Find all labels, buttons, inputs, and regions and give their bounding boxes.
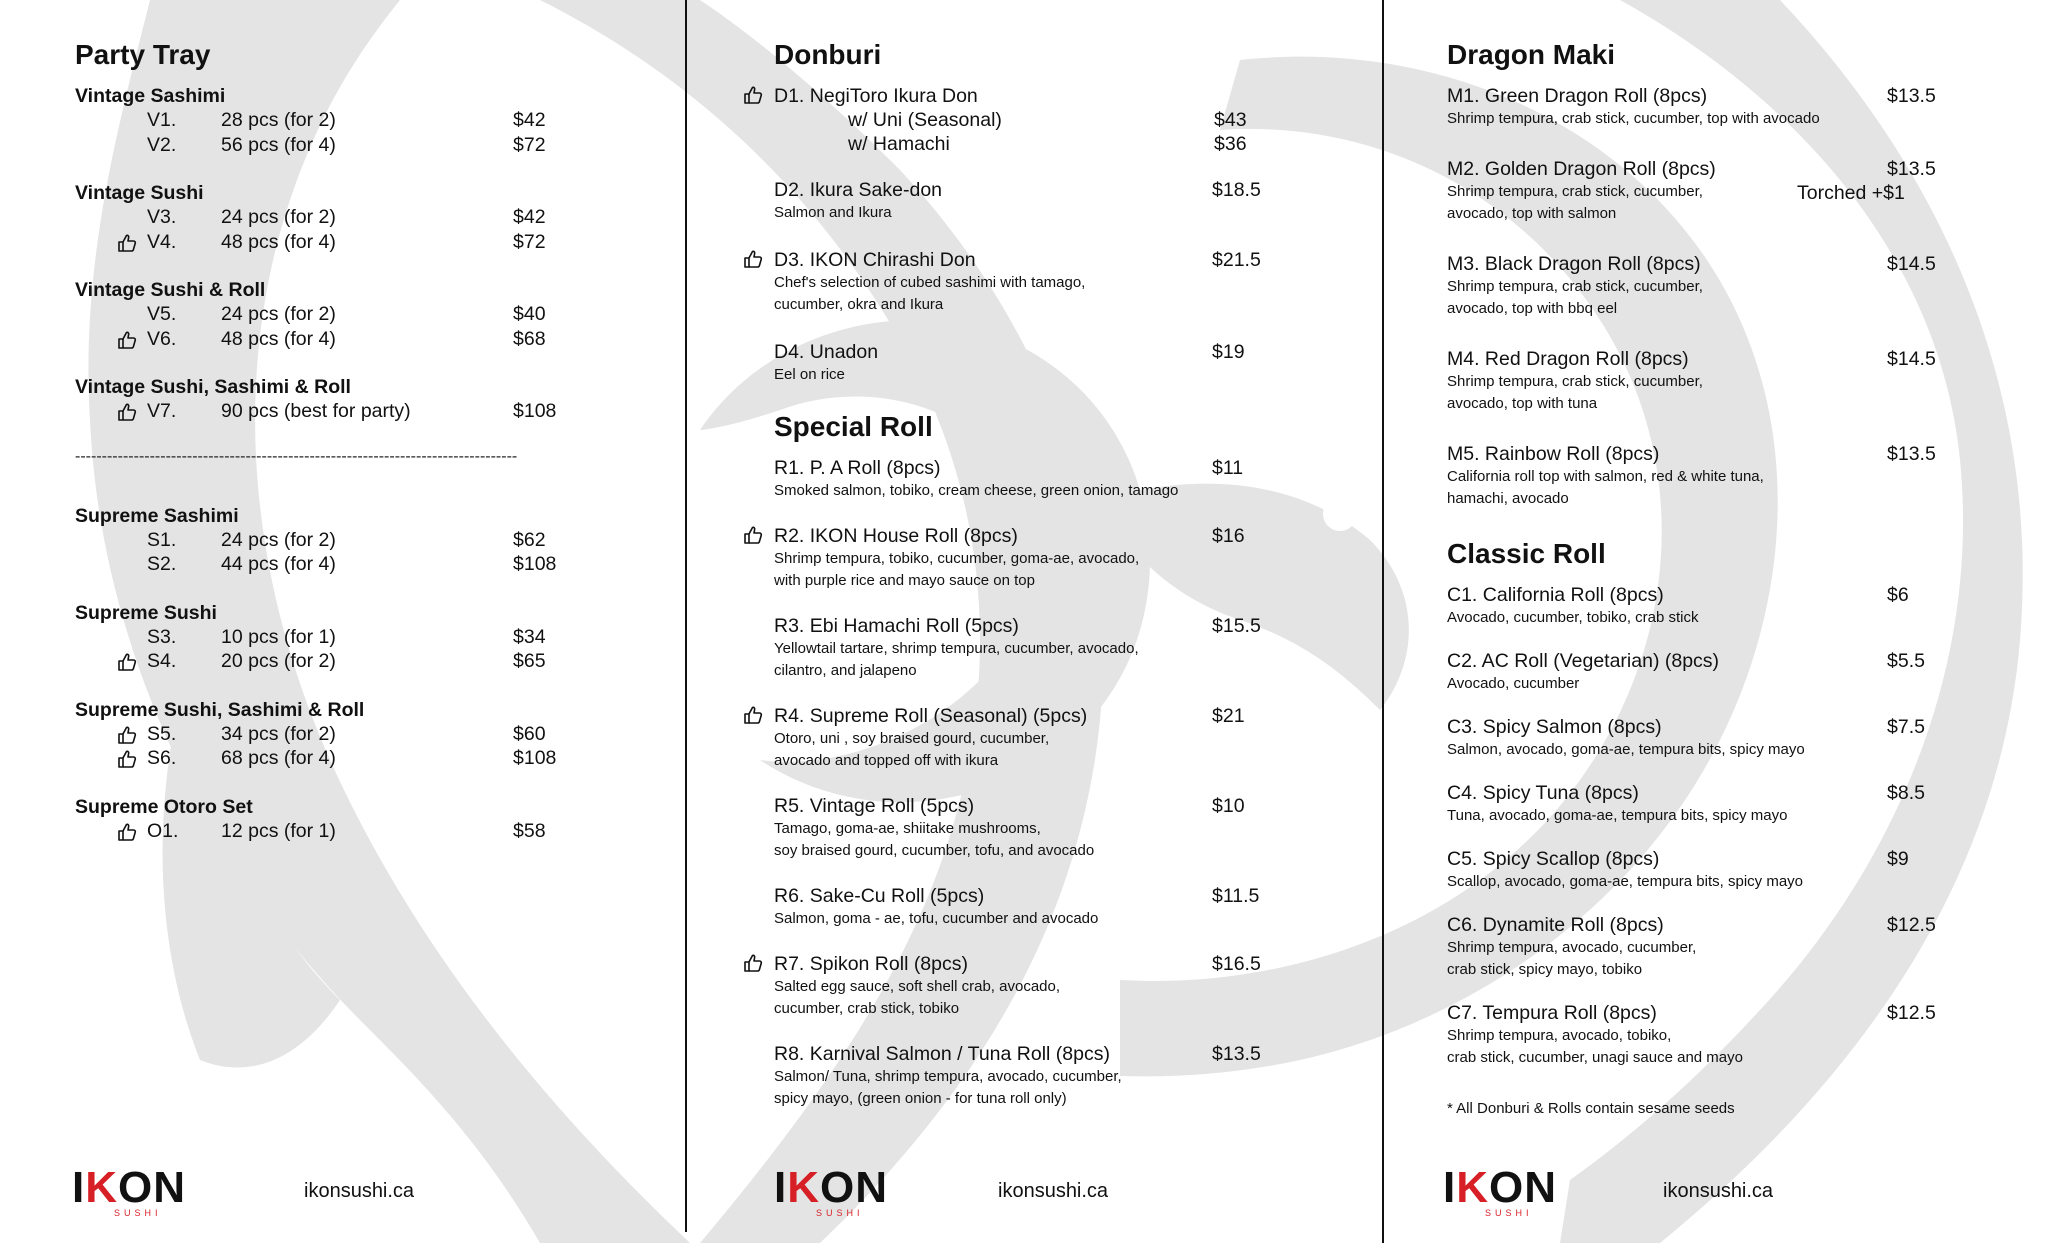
logo-subtext: SUSHI bbox=[114, 1208, 162, 1218]
item-name: D4. Unadon bbox=[774, 341, 879, 363]
item-name: C2. AC Roll (Vegetarian) (8pcs) bbox=[1447, 650, 1720, 672]
tray-desc: 20 pcs (for 2) bbox=[221, 650, 336, 672]
item-price: $6 bbox=[1887, 584, 1909, 606]
d1-option bbox=[774, 132, 1334, 156]
tray-desc: 90 pcs (best for party) bbox=[221, 400, 411, 422]
item-description: Chef's selection of cubed sashimi with tamago, bbox=[774, 274, 1086, 291]
menu-item bbox=[774, 952, 1334, 1020]
tray-group bbox=[75, 698, 635, 771]
item-price: $16 bbox=[1212, 525, 1245, 547]
tray-code: V6. bbox=[147, 327, 177, 350]
menu-item bbox=[774, 178, 1334, 224]
tray-price: $108 bbox=[513, 553, 557, 575]
item-description: California roll top with salmon, red & white tuna, bbox=[1447, 468, 1764, 485]
tray-row bbox=[75, 746, 635, 771]
tray-code: S6. bbox=[147, 747, 177, 769]
item-price: $14.5 bbox=[1887, 348, 1936, 370]
tray-code: S2. bbox=[147, 553, 177, 575]
menu-item bbox=[1447, 781, 2007, 827]
tray-price: $58 bbox=[513, 819, 546, 842]
item-description: Avocado, cucumber bbox=[1447, 675, 1580, 692]
logo-letter: N bbox=[153, 1163, 187, 1212]
item-description: Scallop, avocado, goma-ae, tempura bits, spicy mayo bbox=[1447, 873, 1804, 890]
menu-item bbox=[1447, 913, 2007, 981]
party-tray-column bbox=[75, 38, 635, 867]
item-description: Salmon/ Tuna, shrimp tempura, avocado, cucumber, bbox=[774, 1068, 1122, 1085]
logo-subtext: SUSHI bbox=[816, 1208, 864, 1218]
menu-item bbox=[1447, 715, 2007, 761]
item-name: D2. Ikura Sake-don bbox=[774, 179, 943, 201]
thumbs-up-icon bbox=[117, 330, 137, 350]
item-description: Avocado, cucumber, tobiko, crab stick bbox=[1447, 609, 1699, 626]
tray-code: V7. bbox=[147, 400, 177, 422]
item-price: $16.5 bbox=[1212, 953, 1261, 975]
tray-code: V3. bbox=[147, 206, 177, 228]
item-description: Salted egg sauce, soft shell crab, avocado, bbox=[774, 978, 1061, 995]
item-description: cucumber, okra and Ikura bbox=[774, 296, 944, 313]
item-description: cucumber, crab stick, tobiko bbox=[774, 1000, 960, 1017]
tray-code: S3. bbox=[147, 625, 177, 648]
tray-row bbox=[75, 205, 635, 230]
tray-row bbox=[75, 528, 635, 553]
tray-price: $72 bbox=[513, 133, 546, 156]
tray-code: S5. bbox=[147, 722, 177, 745]
column-divider-right bbox=[1382, 0, 1384, 1243]
menu-item bbox=[774, 248, 1334, 316]
tray-price: $42 bbox=[513, 109, 546, 131]
tray-desc: 24 pcs (for 2) bbox=[221, 206, 336, 228]
item-price: $12.5 bbox=[1887, 1002, 1936, 1024]
menu-item bbox=[774, 884, 1334, 930]
special-roll-items bbox=[774, 456, 1334, 1110]
item-description: Yellowtail tartare, shrimp tempura, cucumber, avocado, bbox=[774, 640, 1139, 657]
tray-code: V1. bbox=[147, 109, 177, 131]
tray-row bbox=[75, 302, 635, 327]
menu-item bbox=[1447, 347, 2007, 415]
item-price: $13.5 bbox=[1887, 443, 1936, 465]
d1-options bbox=[774, 108, 1334, 156]
menu-item bbox=[1447, 84, 2007, 130]
ikon-logo bbox=[72, 1163, 187, 1218]
logo-wordmark bbox=[774, 1164, 888, 1212]
dragon-maki-items bbox=[1447, 84, 2007, 510]
item-price: $13.5 bbox=[1887, 158, 1936, 180]
tray-row bbox=[75, 399, 635, 424]
thumbs-up-icon bbox=[117, 652, 137, 672]
ikon-logo bbox=[774, 1163, 889, 1218]
item-price: $19 bbox=[1212, 341, 1245, 363]
menu-item bbox=[1447, 252, 2007, 320]
menu-item bbox=[774, 1042, 1334, 1110]
item-price: $10 bbox=[1212, 795, 1245, 817]
tray-group bbox=[75, 181, 635, 254]
tray-group-title: Vintage Sushi, Sashimi & Roll bbox=[75, 376, 351, 398]
item-name: C7. Tempura Roll (8pcs) bbox=[1447, 1002, 1657, 1024]
tray-row bbox=[75, 108, 635, 133]
item-description: Tuna, avocado, goma-ae, tempura bits, spicy mayo bbox=[1447, 807, 1788, 824]
thumbs-up-icon bbox=[743, 705, 763, 725]
tray-price: $108 bbox=[513, 400, 557, 422]
item-price: $12.5 bbox=[1887, 914, 1936, 936]
item-description: soy braised gourd, cucumber, tofu, and avocado bbox=[774, 842, 1095, 859]
tray-price: $65 bbox=[513, 650, 546, 672]
option-name: w/ Hamachi bbox=[848, 133, 950, 155]
item-price: $5.5 bbox=[1887, 650, 1925, 672]
item-description: crab stick, spicy mayo, tobiko bbox=[1447, 961, 1643, 978]
item-name: C6. Dynamite Roll (8pcs) bbox=[1447, 914, 1664, 936]
tray-desc: 48 pcs (for 4) bbox=[221, 230, 336, 253]
website-link[interactable]: ikonsushi.ca bbox=[304, 1180, 415, 1202]
tray-group-title: Supreme Sashimi bbox=[75, 504, 239, 527]
tray-code: V2. bbox=[147, 133, 177, 156]
item-description: Salmon and Ikura bbox=[774, 204, 892, 221]
item-description: crab stick, cucumber, unagi sauce and mayo bbox=[1447, 1049, 1743, 1066]
menu-item bbox=[1447, 442, 2007, 510]
item-description: hamachi, avocado bbox=[1447, 490, 1569, 507]
item-description: Shrimp tempura, crab stick, cucumber, bbox=[1447, 278, 1703, 295]
logo-letter: K bbox=[787, 1163, 821, 1212]
item-name: M5. Rainbow Roll (8pcs) bbox=[1447, 443, 1660, 465]
tray-group bbox=[75, 278, 635, 351]
tray-desc: 24 pcs (for 2) bbox=[221, 303, 336, 325]
item-description: Salmon, goma - ae, tofu, cucumber and avocado bbox=[774, 910, 1099, 927]
tray-group bbox=[75, 504, 635, 577]
logo-letter: I bbox=[774, 1163, 788, 1212]
item-name: M2. Golden Dragon Roll (8pcs) bbox=[1447, 158, 1716, 180]
logo-letter: N bbox=[1524, 1163, 1558, 1212]
item-description: Shrimp tempura, crab stick, cucumber, bbox=[1447, 183, 1703, 200]
item-name: R4. Supreme Roll (Seasonal) (5pcs) bbox=[774, 705, 1088, 727]
d1-option bbox=[774, 108, 1334, 132]
item-name: C5. Spicy Scallop (8pcs) bbox=[1447, 848, 1660, 870]
thumbs-up-icon bbox=[743, 85, 763, 105]
item-description: Shrimp tempura, avocado, tobiko, bbox=[1447, 1027, 1672, 1044]
menu-item bbox=[1447, 1001, 2007, 1069]
vintage-groups bbox=[75, 84, 635, 424]
item-name: R8. Karnival Salmon / Tuna Roll (8pcs) bbox=[774, 1043, 1110, 1065]
section-separator: ----------------------------------------------------------------------------------- bbox=[75, 447, 518, 465]
item-name: C1. California Roll (8pcs) bbox=[1447, 584, 1664, 606]
tray-group-title: Vintage Sashimi bbox=[75, 85, 226, 107]
logo-letter: I bbox=[1443, 1163, 1457, 1212]
item-price: $21 bbox=[1212, 705, 1245, 727]
item-name: R3. Ebi Hamachi Roll (5pcs) bbox=[774, 615, 1019, 637]
tray-code: S1. bbox=[147, 528, 177, 551]
option-price: $43 bbox=[1214, 109, 1247, 131]
menu-item bbox=[774, 704, 1334, 772]
website-link[interactable]: ikonsushi.ca bbox=[1663, 1180, 1774, 1202]
item-price: $18.5 bbox=[1212, 179, 1261, 201]
item-description: Shrimp tempura, crab stick, cucumber, top with avocado bbox=[1447, 110, 1820, 127]
logo-letter: O bbox=[118, 1163, 154, 1212]
logo-subtext: SUSHI bbox=[1485, 1208, 1533, 1218]
item-description: Otoro, uni , soy braised gourd, cucumber, bbox=[774, 730, 1050, 747]
thumbs-up-icon bbox=[743, 525, 763, 545]
item-name: R7. Spikon Roll (8pcs) bbox=[774, 953, 968, 975]
item-description: Eel on rice bbox=[774, 366, 845, 383]
item-name: R1. P. A Roll (8pcs) bbox=[774, 457, 941, 479]
tray-row bbox=[75, 819, 635, 844]
tray-group bbox=[75, 375, 635, 424]
special-roll-title: Special Roll bbox=[774, 411, 933, 442]
tray-row bbox=[75, 625, 635, 650]
tray-group bbox=[75, 84, 635, 157]
tray-desc: 10 pcs (for 1) bbox=[221, 625, 336, 648]
item-price: $15.5 bbox=[1212, 615, 1261, 637]
tray-price: $108 bbox=[513, 747, 557, 769]
thumbs-up-icon bbox=[117, 749, 137, 769]
tray-group-title: Supreme Sushi, Sashimi & Roll bbox=[75, 698, 365, 721]
tray-row bbox=[75, 722, 635, 747]
item-name: D1. NegiToro Ikura Don bbox=[774, 85, 978, 107]
ikon-logo bbox=[1443, 1163, 1558, 1218]
menu-item bbox=[774, 340, 1334, 386]
tray-group bbox=[75, 795, 635, 844]
tray-desc: 44 pcs (for 4) bbox=[221, 553, 336, 575]
website-link[interactable]: ikonsushi.ca bbox=[998, 1180, 1109, 1202]
menu-item bbox=[774, 456, 1334, 502]
item-name: R2. IKON House Roll (8pcs) bbox=[774, 525, 1018, 547]
item-description: spicy mayo, (green onion - for tuna roll only) bbox=[774, 1090, 1067, 1107]
tray-price: $68 bbox=[513, 327, 546, 350]
thumbs-up-icon bbox=[117, 402, 137, 422]
logo-letter: N bbox=[855, 1163, 889, 1212]
item-note: Torched +$1 bbox=[1797, 182, 1905, 204]
logo-letter: O bbox=[820, 1163, 856, 1212]
tray-row bbox=[75, 327, 635, 352]
logo-letter: O bbox=[1489, 1163, 1525, 1212]
item-description: avocado, top with bbq eel bbox=[1447, 300, 1618, 317]
item-name: D3. IKON Chirashi Don bbox=[774, 249, 976, 271]
tray-price: $62 bbox=[513, 528, 546, 551]
donburi-special-column bbox=[774, 38, 1334, 1132]
tray-price: $60 bbox=[513, 722, 546, 745]
supreme-groups bbox=[75, 504, 635, 844]
tray-group bbox=[75, 601, 635, 674]
item-price: $21.5 bbox=[1212, 249, 1261, 271]
item-description: Shrimp tempura, crab stick, cucumber, bbox=[1447, 373, 1703, 390]
tray-row bbox=[75, 133, 635, 158]
donburi-title: Donburi bbox=[774, 39, 882, 70]
item-description: Tamago, goma-ae, shiitake mushrooms, bbox=[774, 820, 1041, 837]
menu-item bbox=[1447, 583, 2007, 629]
tray-desc: 24 pcs (for 2) bbox=[221, 528, 336, 551]
menu-item bbox=[1447, 649, 2007, 695]
dragon-classic-column bbox=[1447, 38, 2007, 1119]
classic-roll-title: Classic Roll bbox=[1447, 538, 1606, 569]
item-name: M4. Red Dragon Roll (8pcs) bbox=[1447, 348, 1689, 370]
item-description: avocado, top with tuna bbox=[1447, 395, 1598, 412]
item-description: Shrimp tempura, tobiko, cucumber, goma-ae, avocado, bbox=[774, 550, 1140, 567]
column-divider-left bbox=[685, 0, 687, 1232]
item-price: $11 bbox=[1212, 457, 1244, 479]
tray-desc: 12 pcs (for 1) bbox=[221, 819, 336, 842]
sesame-footnote: * All Donburi & Rolls contain sesame seeds bbox=[1447, 1100, 1735, 1117]
tray-price: $34 bbox=[513, 625, 546, 648]
tray-row bbox=[75, 649, 635, 674]
logo-wordmark bbox=[72, 1164, 186, 1212]
item-name: M1. Green Dragon Roll (8pcs) bbox=[1447, 85, 1708, 107]
item-price: $14.5 bbox=[1887, 253, 1936, 275]
thumbs-up-icon bbox=[743, 249, 763, 269]
item-description: Smoked salmon, tobiko, cream cheese, green onion, tamago bbox=[774, 482, 1179, 499]
item-name: C3. Spicy Salmon (8pcs) bbox=[1447, 716, 1662, 738]
party-tray-title: Party Tray bbox=[75, 39, 211, 70]
logo-letter: K bbox=[1456, 1163, 1490, 1212]
tray-code: V4. bbox=[147, 230, 177, 253]
tray-code: S4. bbox=[147, 650, 177, 672]
logo-wordmark bbox=[1443, 1164, 1557, 1212]
tray-row bbox=[75, 230, 635, 255]
menu-item bbox=[1447, 847, 2007, 893]
tray-group-title: Supreme Otoro Set bbox=[75, 795, 253, 818]
tray-desc: 68 pcs (for 4) bbox=[221, 747, 336, 769]
item-price: $7.5 bbox=[1887, 716, 1925, 738]
tray-price: $40 bbox=[513, 303, 546, 325]
thumbs-up-icon bbox=[743, 953, 763, 973]
logo-letter: K bbox=[85, 1163, 119, 1212]
tray-group-title: Vintage Sushi & Roll bbox=[75, 279, 266, 301]
tray-price: $42 bbox=[513, 206, 546, 228]
tray-price: $72 bbox=[513, 230, 546, 253]
item-name: R6. Sake-Cu Roll (5pcs) bbox=[774, 885, 985, 907]
item-name: M3. Black Dragon Roll (8pcs) bbox=[1447, 253, 1701, 275]
menu-item bbox=[774, 524, 1334, 592]
item-price: $13.5 bbox=[1887, 85, 1936, 107]
item-description: avocado and topped off with ikura bbox=[774, 752, 999, 769]
item-price: $8.5 bbox=[1887, 782, 1925, 804]
item-price: $9 bbox=[1887, 848, 1909, 870]
tray-desc: 34 pcs (for 2) bbox=[221, 722, 336, 745]
tray-row bbox=[75, 552, 635, 577]
item-description: Shrimp tempura, avocado, cucumber, bbox=[1447, 939, 1697, 956]
tray-desc: 48 pcs (for 4) bbox=[221, 327, 336, 350]
thumbs-up-icon bbox=[117, 725, 137, 745]
tray-code: V5. bbox=[147, 303, 177, 325]
tray-desc: 28 pcs (for 2) bbox=[221, 109, 336, 131]
item-description: cilantro, and jalapeno bbox=[774, 662, 917, 679]
logo-letter: I bbox=[72, 1163, 86, 1212]
menu-item bbox=[774, 794, 1334, 862]
item-description: with purple rice and mayo sauce on top bbox=[774, 572, 1035, 589]
tray-desc: 56 pcs (for 4) bbox=[221, 133, 336, 156]
menu-item bbox=[1447, 157, 2007, 225]
tray-group-title: Supreme Sushi bbox=[75, 601, 217, 624]
menu-item bbox=[774, 614, 1334, 682]
thumbs-up-icon bbox=[117, 233, 137, 253]
tray-code: O1. bbox=[147, 819, 179, 842]
item-price: $13.5 bbox=[1212, 1043, 1261, 1065]
item-description: Salmon, avocado, goma-ae, tempura bits, spicy mayo bbox=[1447, 741, 1805, 758]
dragon-maki-title: Dragon Maki bbox=[1447, 39, 1616, 70]
item-description: avocado, top with salmon bbox=[1447, 205, 1617, 222]
item-name: C4. Spicy Tuna (8pcs) bbox=[1447, 782, 1639, 804]
donburi-items bbox=[774, 178, 1334, 386]
menu-item-d1 bbox=[774, 84, 1334, 156]
classic-roll-items bbox=[1447, 583, 2007, 1069]
tray-group-title: Vintage Sushi bbox=[75, 182, 204, 204]
option-price: $36 bbox=[1214, 133, 1247, 155]
item-name: R5. Vintage Roll (5pcs) bbox=[774, 795, 975, 817]
option-name: w/ Uni (Seasonal) bbox=[848, 109, 1002, 131]
item-price: $11.5 bbox=[1212, 885, 1260, 907]
thumbs-up-icon bbox=[117, 822, 137, 842]
